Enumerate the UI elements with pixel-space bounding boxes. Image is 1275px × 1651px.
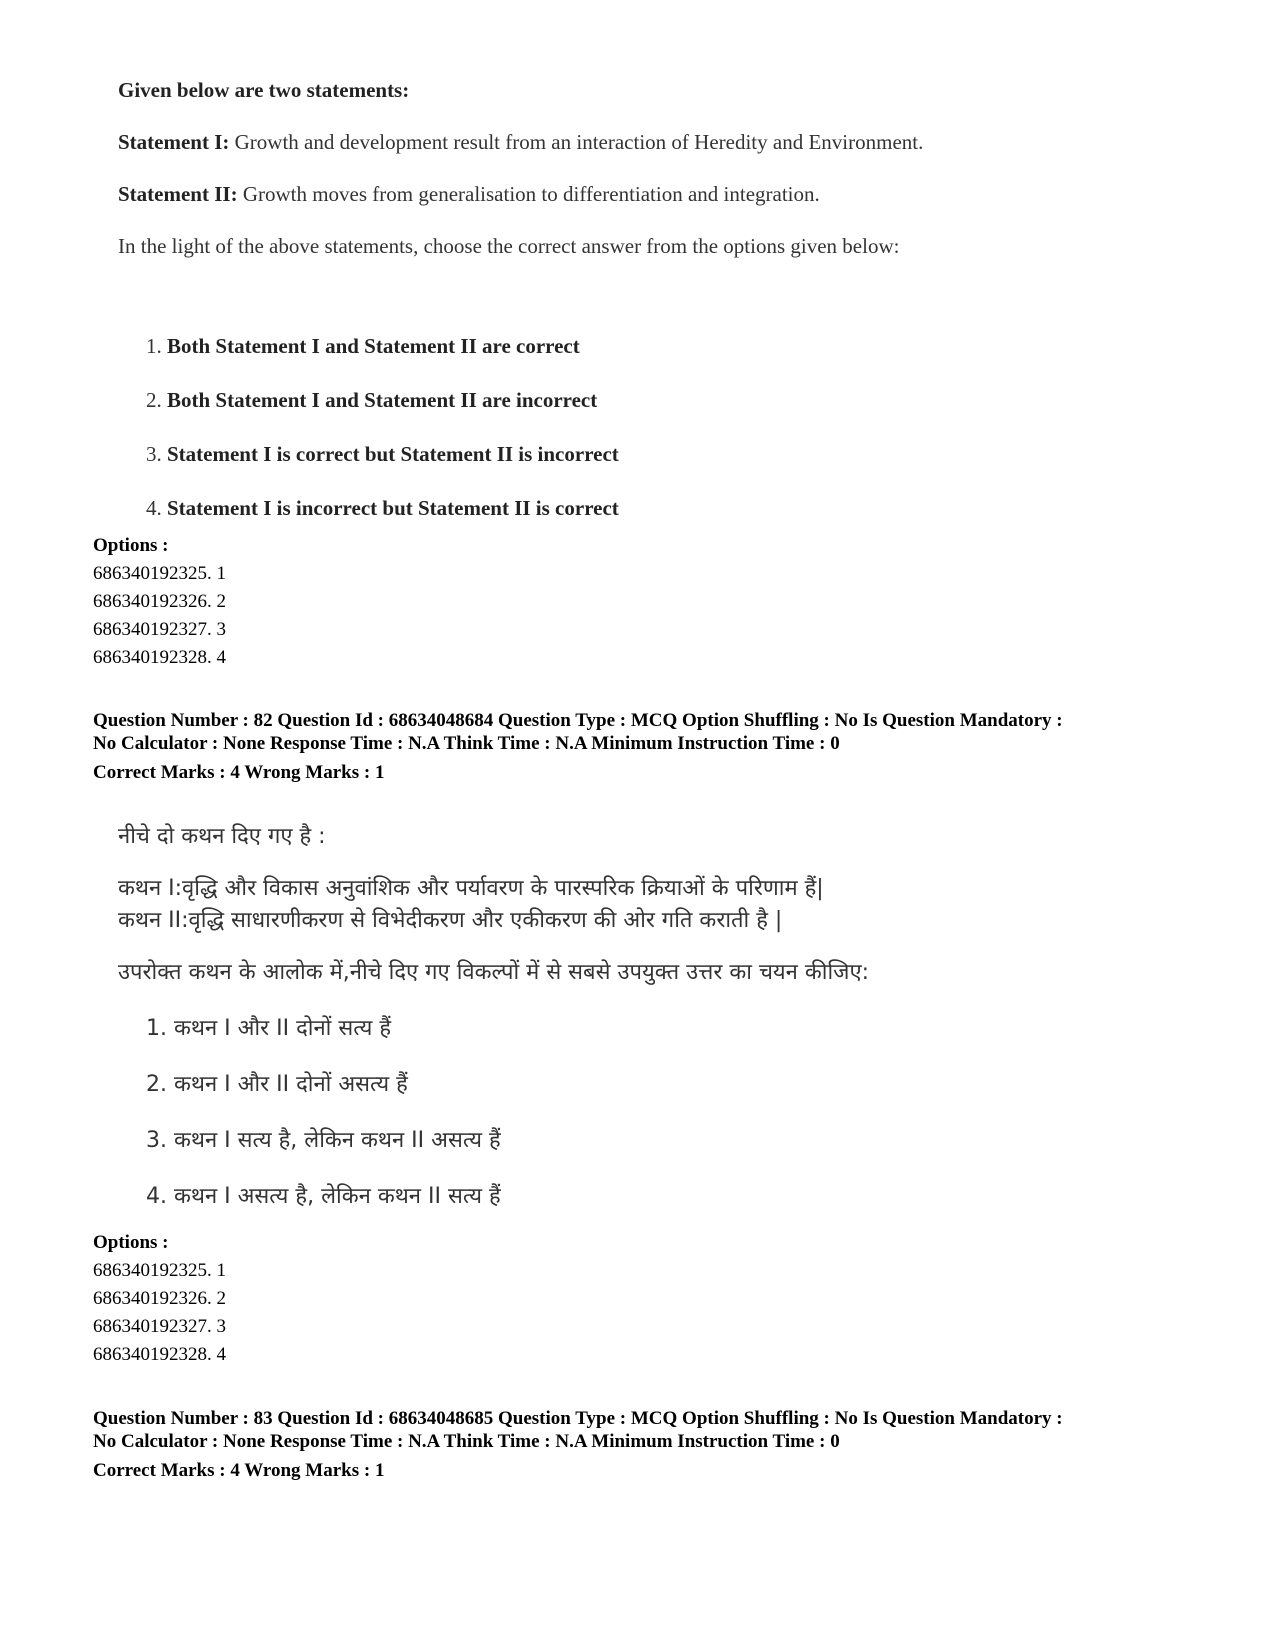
options-title: Options : [93, 535, 169, 556]
option-id-line: 686340192326. 2 [93, 1288, 226, 1309]
option-id-line: 686340192327. 3 [93, 1316, 226, 1337]
option-id-line: 686340192325. 1 [93, 1260, 226, 1281]
question-prompt: उपरोक्त कथन के आलोक में,नीचे दिए गए विकल्पों में से सबसे उपयुक्त उत्तर का चयन कीजिए: [118, 960, 870, 985]
question-82-header [93, 709, 1193, 784]
choice-text: Both Statement I and Statement II are incorrect [167, 388, 598, 412]
answer-choice: 2. कथन I और II दोनों असत्य हैं [146, 1072, 408, 1097]
option-id-line: 686340192325. 1 [93, 563, 226, 584]
statement-1-label: Statement I: [118, 130, 230, 154]
question-meta-line-2: No Calculator : None Response Time : N.A Think Time : N.A Minimum Instruction Time : 0 [93, 733, 840, 754]
option-id-line: 686340192327. 3 [93, 619, 226, 640]
question-82-body [118, 820, 1118, 1236]
question-intro: Given below are two statements: [118, 78, 410, 102]
answer-choices [146, 334, 1118, 550]
question-83-header [93, 1407, 1193, 1482]
answer-choice [146, 334, 1118, 388]
statement-1 [118, 130, 1118, 160]
answer-choices [146, 1012, 1118, 1236]
choice-number: 3. [146, 442, 162, 466]
option-id-line: 686340192328. 4 [93, 1344, 226, 1365]
choice-number: 2. [146, 388, 162, 412]
answer-choice: 1. कथन I और II दोनों सत्य हैं [146, 1016, 392, 1041]
question-prompt: In the light of the above statements, choose the correct answer from the options given below: [118, 234, 900, 258]
statement-2-text: Growth moves from generalisation to differentiation and integration. [237, 182, 820, 206]
options-list-q81 [93, 532, 226, 672]
option-id-line: 686340192328. 4 [93, 647, 226, 668]
choice-text: Statement I is incorrect but Statement II is correct [167, 496, 619, 520]
choice-text: Statement I is correct but Statement II is incorrect [167, 442, 619, 466]
question-meta-line-1: Question Number : 83 Question Id : 68634048685 Question Type : MCQ Option Shuffling : No Is Question Mandatory : [93, 1408, 1063, 1429]
question-intro: नीचे दो कथन दिए गए है : [118, 824, 326, 849]
choice-number: 1. [146, 334, 162, 358]
question-meta-line-1: Question Number : 82 Question Id : 68634048684 Question Type : MCQ Option Shuffling : No Is Question Mandatory : [93, 710, 1063, 731]
answer-choice [146, 442, 1118, 496]
statement-1-text: Growth and development result from an interaction of Heredity and Environment. [229, 130, 924, 154]
statement-1: कथन I:वृद्धि और विकास अनुवांशिक और पर्यावरण के पारस्परिक क्रियाओं के परिणाम हैं| [118, 876, 824, 901]
marks-line: Correct Marks : 4 Wrong Marks : 1 [93, 1460, 385, 1481]
option-id-line: 686340192326. 2 [93, 591, 226, 612]
statement-2-label: Statement II: [118, 182, 238, 206]
statement-2: कथन II:वृद्धि साधारणीकरण से विभेदीकरण और एकीकरण की ओर गति कराती है | [118, 908, 783, 933]
options-list-q82 [93, 1229, 226, 1369]
answer-choice [146, 496, 1118, 550]
choice-number: 4. [146, 496, 162, 520]
choice-text: Both Statement I and Statement II are correct [167, 334, 580, 358]
answer-choice [146, 388, 1118, 442]
question-81-body [118, 78, 1118, 550]
statement-2 [118, 182, 1118, 212]
options-title: Options : [93, 1232, 169, 1253]
question-meta-line-2: No Calculator : None Response Time : N.A Think Time : N.A Minimum Instruction Time : 0 [93, 1431, 840, 1452]
answer-choice: 3. कथन I सत्य है, लेकिन कथन II असत्य हैं [146, 1128, 501, 1153]
answer-choice: 4. कथन I असत्य है, लेकिन कथन II सत्य हैं [146, 1184, 501, 1209]
marks-line: Correct Marks : 4 Wrong Marks : 1 [93, 762, 385, 783]
